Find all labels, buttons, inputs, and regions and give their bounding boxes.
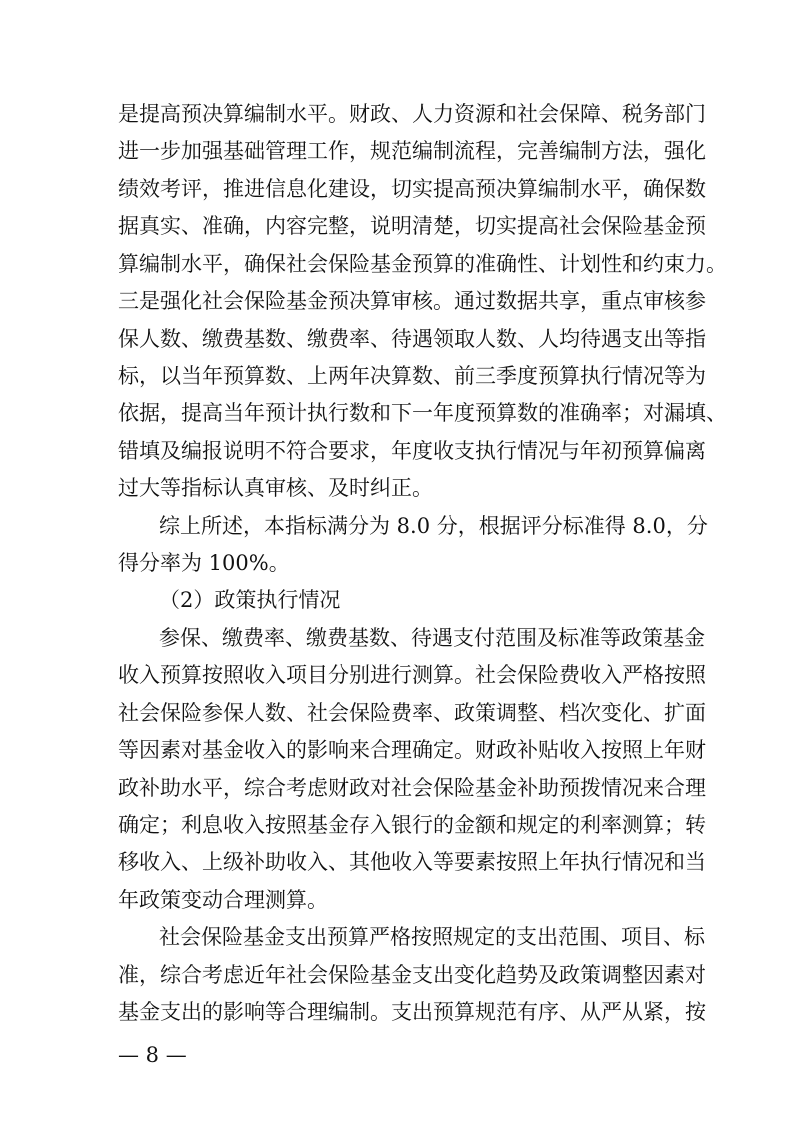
text-line: 保人数、缴费基数、缴费率、待遇领取人数、人均待遇支出等指: [118, 327, 706, 351]
text-line: 得分率为 100%。: [118, 551, 290, 575]
text-line: 错填及编报说明不符合要求，年度收支执行情况与年初预算偏离: [118, 439, 706, 463]
text-line: 是提高预决算编制水平。财政、人力资源和社会保障、税务部门: [118, 102, 706, 126]
page-number: — 8 —: [118, 1043, 187, 1067]
text-line: 综上所述，本指标满分为 8.0 分，根据评分标准得 8.0，分: [159, 514, 708, 538]
text-line: 参保、缴费率、缴费基数、待遇支付范围及标准等政策基金: [159, 626, 705, 650]
text-line: 年政策变动合理测算。: [118, 888, 328, 912]
text-line: 等因素对基金收入的影响来合理确定。财政补贴收入按照上年财: [118, 738, 706, 762]
text-line: 进一步加强基础管理工作，规范编制流程，完善编制方法，强化: [118, 139, 706, 163]
text-line: 算编制水平，确保社会保险基金预算的准确性、计划性和约束力。: [118, 252, 727, 276]
text-line: 依据，提高当年预计执行数和下一年度预算数的准确率；对漏填、: [118, 401, 727, 425]
text-line: 政补助水平，综合考虑财政对社会保险基金补助预拨情况来合理: [118, 776, 706, 800]
text-line: 绩效考评，推进信息化建设，切实提高预决算编制水平，确保数: [118, 177, 706, 201]
text-line: 三是强化社会保险基金预决算审核。通过数据共享，重点审核参: [118, 289, 706, 313]
section-heading: （2）政策执行情况: [159, 588, 341, 612]
text-line: 基金支出的影响等合理编制。支出预算规范有序、从严从紧，按: [118, 1000, 706, 1024]
text-line: 确定；利息收入按照基金存入银行的金额和规定的利率测算；转: [118, 813, 706, 837]
text-line: 据真实、准确，内容完整，说明清楚，切实提高社会保险基金预: [118, 214, 706, 238]
text-line: 社会保险基金支出预算严格按照规定的支出范围、项目、标: [159, 925, 705, 949]
text-line: 标，以当年预算数、上两年决算数、前三季度预算执行情况等为: [118, 364, 706, 388]
text-line: 收入预算按照收入项目分别进行测算。社会保险费收入严格按照: [118, 663, 706, 687]
text-line: 移收入、上级补助收入、其他收入等要素按照上年执行情况和当: [118, 850, 706, 874]
text-line: 过大等指标认真审核、及时纠正。: [118, 476, 433, 500]
text-line: 准，综合考虑近年社会保险基金支出变化趋势及政策调整因素对: [118, 963, 706, 987]
text-line: 社会保险参保人数、社会保险费率、政策调整、档次变化、扩面: [118, 701, 706, 725]
